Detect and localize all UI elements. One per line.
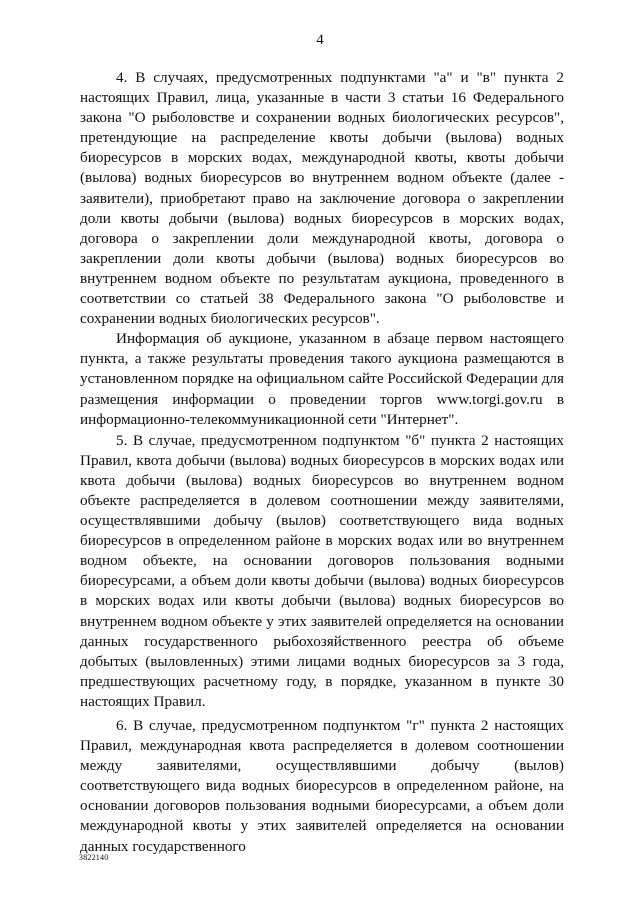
paragraph-item-4-auction-info: Информация об аукционе, указанном в абзаце первом настоящего пункта, а также результаты проведения такого аукциона размещаются в установленном порядке на официальном сайте Российской Федерации для размещения информации о проведении торгов www.torgi.gov.ru в информационно-телекоммуникационной сети "Интернет". <box>80 330 564 428</box>
document-code: 3822140 <box>79 853 109 862</box>
page-number: 4 <box>316 32 324 48</box>
document-body <box>80 68 564 857</box>
paragraph-item-5: 5. В случае, предусмотренном подпунктом "б" пункта 2 настоящих Правил, квота добычи (вылова) водных биоресурсов в морских водах или квота добычи (вылова) водных биоресурсов во внутреннем водном объекте распределяется в долевом соотношении между заявителями, осуществлявшими добычу (вылов) соответствующего вида водных биоресурсов в определенном районе в морских водах или во внутреннем водном объекте, на основании договоров пользования водными биоресурсами, а объем доли квоты добычи (вылова) водных биоресурсов в морских водах или квоты добычи (вылова) водных биоресурсов во внутреннем водном объекте у этих заявителей определяется на основании данных государственного рыбохозяйственного реестра об объеме добытых (выловленных) этими лицами водных биоресурсов за 3 года, предшествующих расчетному году, в порядке, указанном в пункте 30 настоящих Правил. <box>80 431 564 710</box>
paragraph-item-4: 4. В случаях, предусмотренных подпунктами "а" и "в" пункта 2 настоящих Правил, лица, указанные в части 3 статьи 16 Федерального закона "О рыболовстве и сохранении водных биологических ресурсов", претендующие на распределение квоты добычи (вылова) водных биоресурсов в морских водах, международной квоты, квоты добычи (вылова) водных биоресурсов во внутреннем водном объекте (далее - заявители), приобретают право на заключение договора о закреплении доли квоты добычи (вылова) водных биоресурсов в морских водах, договора о закреплении доли международной квоты, договора о закреплении доли квоты добычи (вылова) водных биоресурсов во внутреннем водном объекте по результатам аукциона, проведенного в соответствии со статьей 38 Федерального закона "О рыболовстве и сохранении водных биологических ресурсов". <box>80 69 564 328</box>
paragraph-item-6: 6. В случае, предусмотренном подпунктом "г" пункта 2 настоящих Правил, международная квота распределяется в долевом соотношении между заявителями, осуществлявшими добычу (вылов) соответствующего вида водных биоресурсов в определенном районе, на основании договоров пользования водными биоресурсами, а объем доли международной квоты у этих заявителей определяется на основании данных государственного <box>80 717 564 855</box>
